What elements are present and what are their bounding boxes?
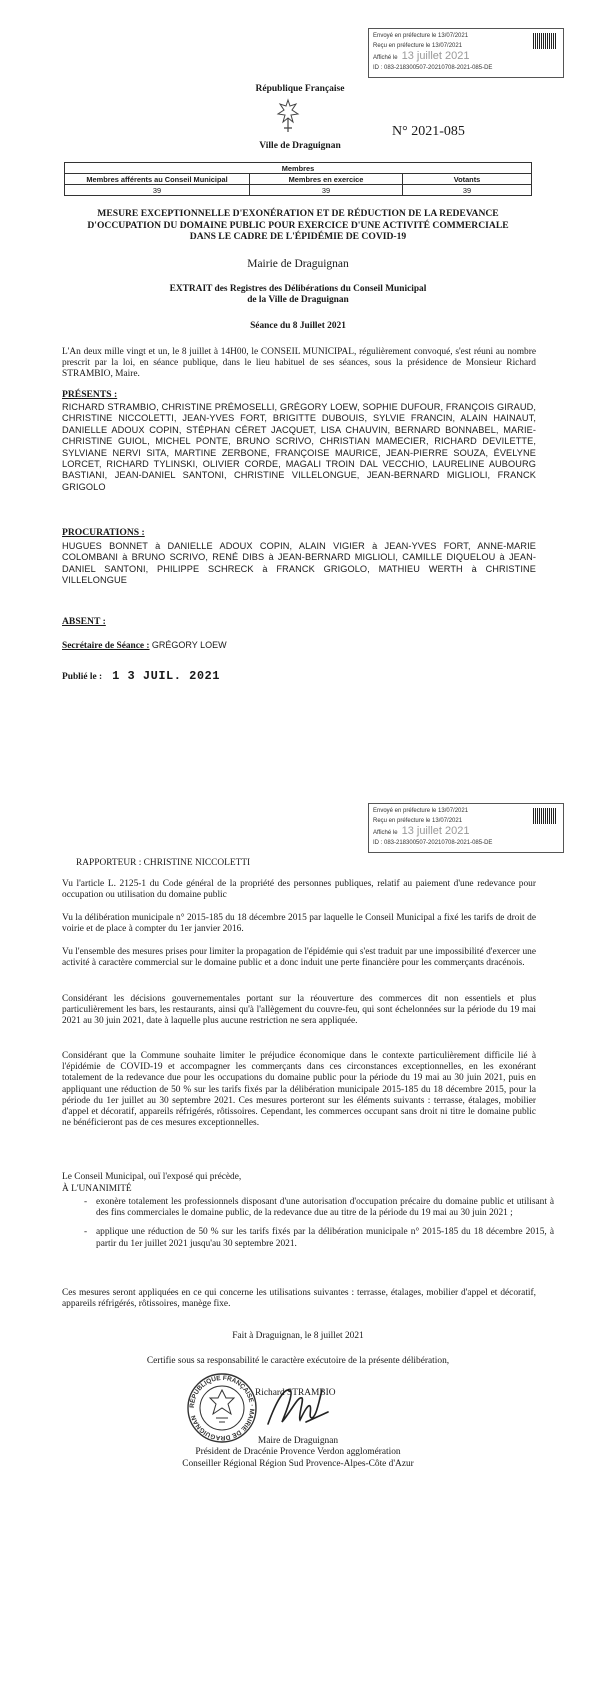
absent-label: ABSENT : — [62, 616, 106, 627]
table-cell: 39 — [250, 185, 403, 196]
deliberation-number: N° 2021-085 — [392, 124, 465, 139]
stamp-sent-line: Envoyé en préfecture le 13/07/2021 — [373, 33, 469, 39]
mairie-label: Mairie de Draguignan — [247, 258, 349, 270]
members-title: Membres — [65, 163, 532, 174]
presents-list: RICHARD STRAMBIO, CHRISTINE PRÉMOSELLI, GRÉGORY LOEW, SOPHIE DUFOUR, FRANÇOIS GIRAUD, CHRISTINE NICCOLETTI, JEAN-YVES FORT, BRIGITTE DUBOUIS, SYLVIE FRANCIN, ALAIN HAINAUT, DANIELLE ADOUX COPIN, STÉPHAN CÉRET JACQUET, LISA CHAUVIN, BERNARD BONNABEL, MARIE-CHRISTINE GUIOL, MICHEL PONTE, BRUNO SCRIVO, CHRISTIAN MAMECIER, RICHARD DEVILETTE, SYLVIANE NERVI SITA, MARTINE ZERBONE, FRANÇOISE MAURICE, JEAN-PIERRE SOUZA, ÉVELYNE LORCET, RICHARD TYLINSKI, OLIVIER CORDE, MAGALI TROIN DAL VECCHIO, LAURELINE AUBOURG BASTIANI, JEAN-DANIEL SANTONI, CHRISTINE VILLELONGUE, JEAN-BERNARD MIGLIOLI, FRANCK GRIGOLO — [62, 402, 536, 492]
done-at-line: Fait à Draguignan, le 8 juillet 2021 — [232, 1331, 364, 1341]
barcode-icon — [533, 808, 557, 824]
prefecture-stamp — [368, 803, 564, 853]
secretary-label: Secrétaire de Séance : — [62, 641, 150, 651]
column-header: Membres afférents au Conseil Municipal — [65, 174, 250, 185]
signer-roles — [120, 1436, 476, 1470]
prefecture-stamp — [368, 28, 564, 78]
procurations-list: HUGUES BONNET à DANIELLE ADOUX COPIN, ALAIN VIGIER à JEAN-YVES FORT, ANNE-MARIE COLOMBANI à BRUNO SCRIVO, RENÉ DIBS à JEAN-BERNARD MIGLIOLI, CAMILLE DIQUELOU à JEAN-DANIEL SANTONI, PHILIPPE SCHRECK à FRANCK GRIGOLO, MATHIEU WERTH à CHRISTINE VILLELONGUE — [62, 541, 536, 586]
secretary-line — [62, 640, 227, 651]
vu-paragraph-1: Vu l'article L. 2125-1 du Code général de la propriété des personnes publiques, relatif au paiement d'une redevance pour occupation ou utilisation du domaine public — [62, 879, 536, 901]
column-header: Membres en exercice — [250, 174, 403, 185]
stamp-received-line: Reçu en préfecture le 13/07/2021 — [373, 43, 463, 49]
column-header: Votants — [403, 174, 532, 185]
vu-paragraph-3: Vu l'ensemble des mesures prises pour limiter la propagation de l'épidémie qui s'est traduit par une impossibilité d'exercer une activité à caractère commercial sur le domaine public et a donc induit une perte financière pour les commerçants dracénois. — [62, 947, 536, 969]
list-item: - exonère totalement les professionnels disposant d'une autorisation d'occupation précaire du domaine public et utilisant à des fins commerciales le domaine public, de la redevance due au titre de la période du 19 mai au 30 juin 2021 ; — [96, 1197, 554, 1219]
presents-label: PRÉSENTS : — [62, 389, 118, 400]
signer-role-agglomeration: Président de Dracénie Provence Verdon agglomération — [195, 1447, 401, 1458]
official-seal — [186, 1372, 258, 1444]
signer-role-region: Conseiller Régional Région Sud Provence-Alpes-Côte d'Azur — [182, 1458, 414, 1469]
stamp-received-line: Reçu en préfecture le 13/07/2021 — [373, 818, 463, 824]
table-cell: 39 — [65, 185, 250, 196]
stamp-posted-line: Affiché le 13 juillet 2021 — [373, 825, 470, 837]
stamp-posted-line: Affiché le 13 juillet 2021 — [373, 50, 470, 62]
members-table — [64, 162, 532, 196]
published-line — [62, 666, 220, 684]
considerant-paragraph-2: Considérant que la Commune souhaite limiter le préjudice économique dans le contexte particulièrement difficile lié à l'épidémie de COVID-19 et accompagner les commerçants dans ces circonstances exceptionnelles, en les exonérant totalement de la redevance due pour les occupations du domaine public pour la période du 19 mai au 30 juin 2021, puis en appliquant une réduction de 50 % sur les tarifs fixés par la délibération municipale 2015-185 du 18 décembre 2015, pour la période du 1er juillet au 30 septembre 2021. Ces mesures porteront sur les éléments suivants : terrasse, étalages, mobilier d'appel et décoratif, appareils réfrigérés, rôtissoires. Cependant, les commerces occupant sans droit ni titre le domaine public ne bénéficieront pas de ces mesures exceptionnelles. — [62, 1051, 536, 1129]
signer-role-mayor: Maire de Draguignan — [257, 1436, 339, 1446]
extract-heading: EXTRAIT des Registres des Délibérations du Conseil Municipal de la Ville de Draguignan — [169, 284, 427, 306]
signer-name: Richard STRAMBIO — [255, 1388, 336, 1398]
seal-text: RÉPUBLIQUE FRANÇAISE · MAIRIE DE DRAGUIGNAN — [188, 1374, 256, 1442]
intro-paragraph: L'An deux mille vingt et un, le 8 juillet à 14H00, le CONSEIL MUNICIPAL, régulièrement convoqué, s'est réuni au nombre prescrit par la loi, en séance publique, dans le lieu habituel de ses séances, sous la présidence de Monsieur Richard STRAMBIO, Maire. — [62, 347, 536, 380]
stamp-id-line: ID : 083-218300507-20210708-2021-085-DE — [373, 840, 493, 846]
vu-paragraph-2: Vu la délibération municipale n° 2015-185 du 18 décembre 2015 par laquelle le Conseil Municipal a fixé les tarifs de droit de voirie et de place à compter du 1er janvier 2016. — [62, 913, 536, 935]
secretary-name: GRÉGORY LOEW — [151, 640, 227, 650]
rapporteur-line: RAPPORTEUR : CHRISTINE NICCOLETTI — [76, 858, 251, 868]
unanimity-line: À L'UNANIMITÉ — [62, 1184, 132, 1194]
barcode-icon — [533, 33, 557, 49]
stamp-sent-line: Envoyé en préfecture le 13/07/2021 — [373, 808, 469, 814]
certification-line: Certifie sous sa responsabilité le caractère exécutoire de la présente délibération, — [146, 1356, 450, 1366]
procurations-label: PROCURATIONS : — [62, 527, 145, 538]
published-label: Publié le : — [62, 672, 103, 682]
republic-label: République Française — [255, 84, 345, 94]
town-name: Ville de Draguignan — [259, 141, 341, 151]
deliberation-title: MESURE EXCEPTIONNELLE D'EXONÉRATION ET DE RÉDUCTION DE LA REDEVANCE D'OCCUPATION DU DOMAINE PUBLIC POUR EXERCICE D'UNE ACTIVITÉ COMMERCIALE DANS LE CADRE DE L'ÉPIDÉMIE DE COVID-19 — [87, 208, 509, 243]
session-date: Séance du 8 Juillet 2021 — [250, 321, 346, 331]
list-item: - applique une réduction de 50 % sur les tarifs fixés par la délibération municipale n° 2015-185 du 18 décembre 2015, à partir du 1er juillet 2021 jusqu'au 30 septembre 2021. — [96, 1227, 554, 1249]
measures-paragraph: Ces mesures seront appliquées en ce qui concerne les utilisations suivantes : terrasse, étalages, mobilier d'appel et décoratif, appareils réfrigérés, rôtissoires, manège fixe. — [62, 1288, 536, 1310]
decision-list — [78, 1197, 554, 1258]
considerant-paragraph-1: Considérant les décisions gouvernementales portant sur la réouverture des commerces dit non essentiels et plus particulièrement les bars, les restaurants, ainsi qu'à l'allègement du couvre-feu, qui sont échelonnées sur la période du 19 mai 2021 au 30 juin 2021, date à laquelle plus aucune restriction ne sera appliquée. — [62, 994, 536, 1027]
stamp-id-line: ID : 083-218300507-20210708-2021-085-DE — [373, 65, 493, 71]
town-emblem-icon — [276, 98, 300, 134]
published-date-stamp: 1 3 JUIL. 2021 — [112, 669, 220, 683]
table-cell: 39 — [403, 185, 532, 196]
council-line: Le Conseil Municipal, ouï l'exposé qui précède, — [62, 1172, 242, 1182]
